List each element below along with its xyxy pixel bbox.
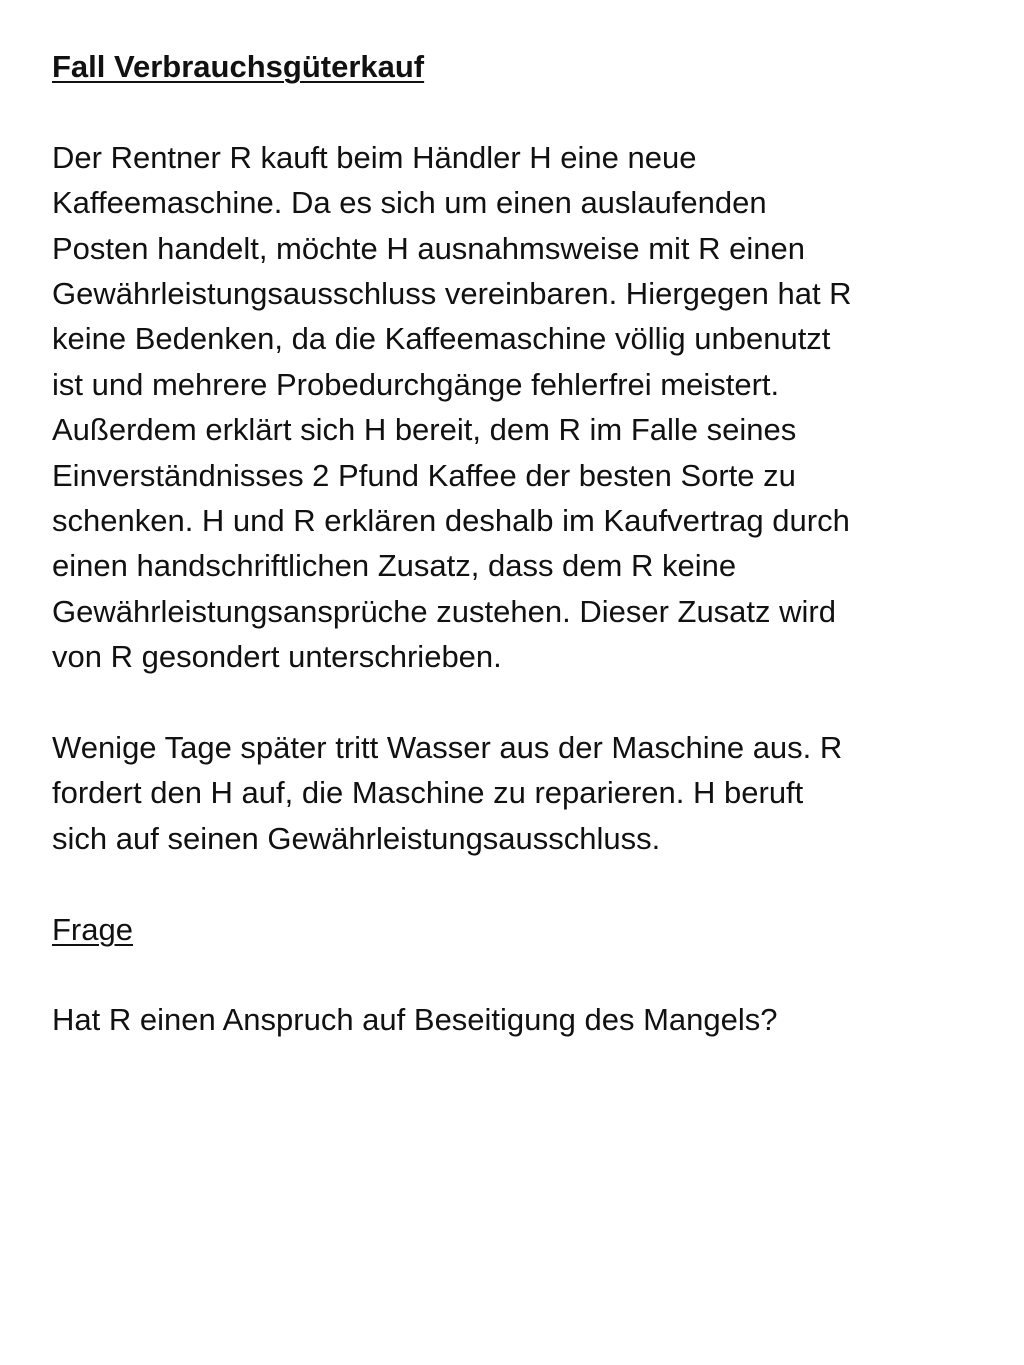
facts-line: Posten handelt, möchte H ausnahmsweise mit R einen	[52, 230, 806, 266]
facts-line: ist und mehrere Probedurchgänge fehlerfrei meistert.	[52, 366, 780, 402]
defect-line: Wenige Tage später tritt Wasser aus der Maschine aus. R	[52, 730, 843, 766]
case-title: Fall Verbrauchsgüterkauf	[52, 49, 425, 84]
spacer	[52, 680, 992, 725]
facts-line: Außerdem erklärt sich H bereit, dem R im Falle seines	[52, 412, 797, 448]
spacer	[52, 89, 992, 134]
facts-line: keine Bedenken, da die Kaffeemaschine völlig unbenutzt	[52, 321, 831, 357]
facts-line: Gewährleistungsausschluss vereinbaren. Hiergegen hat R	[52, 276, 852, 312]
document-page	[52, 44, 992, 1043]
spacer	[52, 952, 992, 997]
question-text: Hat R einen Anspruch auf Beseitigung des Mangels?	[52, 1002, 778, 1038]
question-heading: Frage	[52, 911, 133, 947]
facts-line: einen handschriftlichen Zusatz, dass dem R keine	[52, 548, 737, 584]
facts-line: schenken. H und R erklären deshalb im Kaufvertrag durch	[52, 503, 850, 539]
defect-line: sich auf seinen Gewährleistungsausschluss.	[52, 820, 661, 856]
facts-line: Einverständnisses 2 Pfund Kaffee der besten Sorte zu	[52, 457, 796, 493]
facts-line: Der Rentner R kauft beim Händler H eine neue	[52, 139, 697, 175]
facts-line: Gewährleistungsansprüche zustehen. Dieser Zusatz wird	[52, 593, 836, 629]
defect-line: fordert den H auf, die Maschine zu reparieren. H beruft	[52, 775, 804, 811]
case-facts-paragraph	[52, 135, 992, 680]
defect-paragraph	[52, 725, 992, 861]
facts-line: Kaffeemaschine. Da es sich um einen auslaufenden	[52, 185, 767, 221]
spacer	[52, 861, 992, 906]
facts-line: von R gesondert unterschrieben.	[52, 639, 502, 675]
